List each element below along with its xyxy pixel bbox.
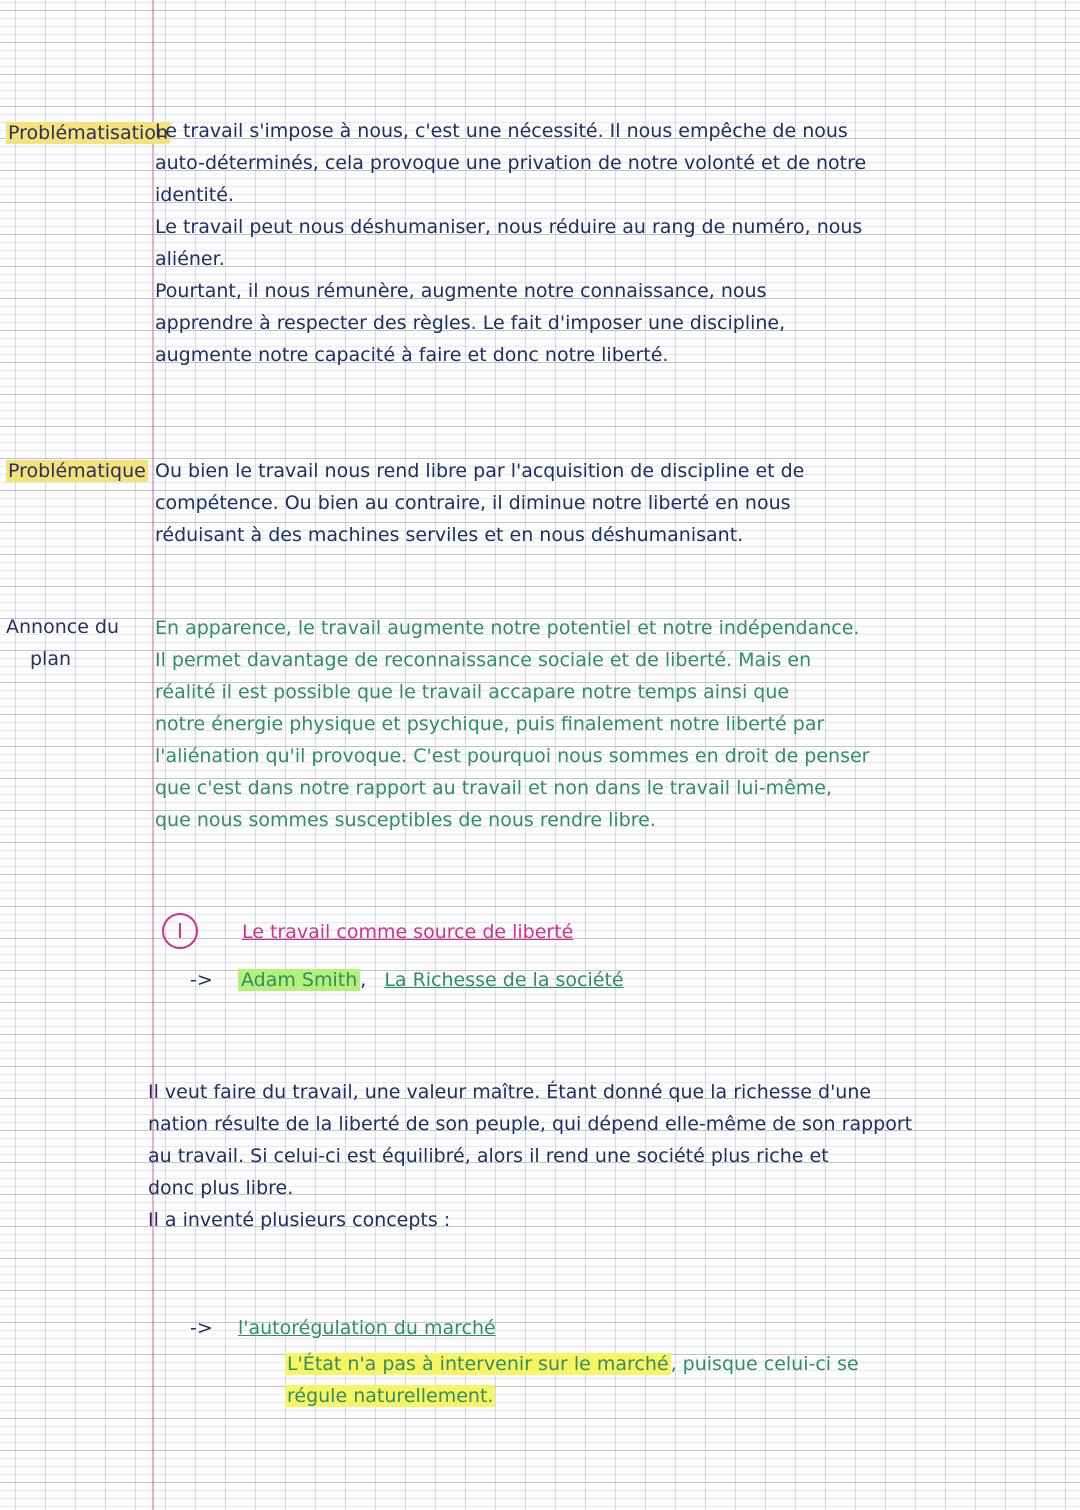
section-number: I — [162, 913, 198, 949]
arrow-icon: -> — [190, 1317, 213, 1339]
highlighted-text: régule naturellement. — [287, 1385, 494, 1407]
text-line: Pourtant, il nous rémunère, augmente notre connaissance, nous — [155, 280, 767, 302]
author-name: Adam Smith — [238, 969, 360, 991]
smith-block — [148, 1076, 1023, 1236]
text-line: l'aliénation qu'il provoque. C'est pourquoi nous sommes en droit de penser — [155, 745, 870, 767]
text-line: En apparence, le travail augmente notre potentiel et notre indépendance. — [155, 617, 860, 639]
problematique-block — [155, 455, 1030, 551]
label-problematisation-text: Problématisation — [8, 122, 168, 144]
separator: , — [360, 969, 367, 991]
text-line: Le travail peut nous déshumaniser, nous réduire au rang de numéro, nous — [155, 216, 863, 238]
label-problematisation — [6, 120, 170, 146]
text-line — [285, 1348, 1045, 1380]
plan-block — [155, 612, 1030, 836]
text-line: que nous sommes susceptibles de nous rendre libre. — [155, 809, 656, 831]
label-annonce-du: Annonce du — [6, 616, 120, 638]
label-problematique — [6, 458, 148, 484]
text-line: notre énergie physique et psychique, puis finalement notre liberté par — [155, 713, 825, 735]
text-line: Il veut faire du travail, une valeur maître. Étant donné que la richesse d'une — [148, 1081, 872, 1103]
text-line: nation résulte de la liberté de son peuple, qui dépend elle-même de son rapport — [148, 1113, 913, 1135]
text-line: Ou bien le travail nous rend libre par l'acquisition de discipline et de — [155, 460, 805, 482]
text-line: donc plus libre. — [148, 1177, 294, 1199]
text-line: Il a inventé plusieurs concepts : — [148, 1209, 451, 1231]
text-line: augmente notre capacité à faire et donc notre liberté. — [155, 344, 669, 366]
text-line: apprendre à respecter des règles. Le fait d'imposer une discipline, — [155, 312, 786, 334]
concept-title: l'autorégulation du marché — [238, 1317, 496, 1339]
problematisation-block — [155, 115, 1030, 371]
work-title: La Richesse de la société — [384, 969, 624, 991]
margin-line — [152, 0, 154, 1510]
author-reference — [190, 964, 1065, 996]
text-line: compétence. Ou bien au contraire, il diminue notre liberté en nous — [155, 492, 791, 514]
concept-heading — [190, 1312, 1065, 1344]
label-problematique-text: Problématique — [8, 460, 146, 482]
text-line: réduisant à des machines serviles et en nous déshumanisant. — [155, 524, 744, 546]
text-line: réalité il est possible que le travail accapare notre temps ainsi que — [155, 681, 790, 703]
text-line: que c'est dans notre rapport au travail et non dans le travail lui-même, — [155, 777, 833, 799]
text-rest: , puisque celui-ci se — [670, 1353, 859, 1375]
section-heading — [162, 913, 1037, 949]
text-line: aliéner. — [155, 248, 225, 270]
text-line: auto-déterminés, cela provoque une privation de notre volonté et de notre — [155, 152, 867, 174]
highlighted-text: L'État n'a pas à intervenir sur le marché — [287, 1353, 669, 1375]
text-line: Le travail s'impose à nous, c'est une nécessité. Il nous empêche de nous — [155, 120, 848, 142]
concept-description — [285, 1348, 1045, 1412]
arrow-icon: -> — [190, 969, 213, 991]
text-line: identité. — [155, 184, 234, 206]
text-line — [285, 1380, 1045, 1412]
section-title: Le travail comme source de liberté — [242, 921, 574, 943]
text-line: au travail. Si celui-ci est équilibré, alors il rend une société plus riche et — [148, 1145, 829, 1167]
label-plan: plan — [30, 648, 72, 670]
text-line: Il permet davantage de reconnaissance sociale et de liberté. Mais en — [155, 649, 812, 671]
